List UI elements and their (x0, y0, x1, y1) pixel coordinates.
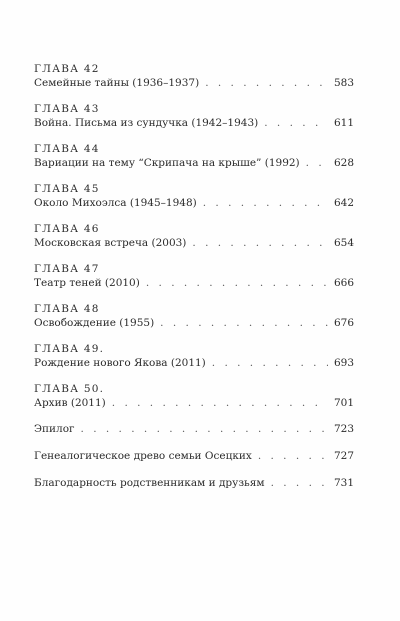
table-of-contents (34, 62, 354, 503)
page-number: 611 (334, 117, 355, 129)
toc-row[interactable] (34, 316, 354, 330)
dot-leader (203, 196, 328, 210)
dot-leader (81, 422, 328, 436)
toc-entry-chapter-49 (34, 342, 354, 370)
toc-row-family-tree[interactable] (34, 449, 354, 463)
page-number: 701 (334, 397, 355, 409)
dot-leader (212, 356, 328, 370)
chapter-label: ГЛАВА 44 (34, 143, 100, 155)
toc-row[interactable] (34, 76, 354, 90)
chapter-title: Театр теней (2010) (34, 277, 140, 289)
section-title: Эпилог (34, 423, 75, 435)
page-number: 666 (334, 277, 355, 289)
chapter-label: ГЛАВА 48 (34, 303, 100, 315)
chapter-title: Московская встреча (2003) (34, 237, 187, 249)
page-number: 642 (334, 197, 355, 209)
page-number: 723 (334, 423, 355, 435)
dot-leader (264, 116, 328, 130)
toc-entry-chapter-50 (34, 382, 354, 410)
dot-leader (192, 236, 328, 250)
chapter-title: Война. Письма из сундучка (1942–1943) (34, 117, 259, 129)
toc-row-acknowledgements[interactable] (34, 476, 354, 490)
toc-row[interactable] (34, 276, 354, 290)
chapter-label: ГЛАВА 47 (34, 263, 100, 275)
chapter-label: ГЛАВА 50. (34, 383, 105, 395)
chapter-title: Освобождение (1955) (34, 317, 155, 329)
toc-entry-chapter-48 (34, 302, 354, 330)
toc-row[interactable] (34, 396, 354, 410)
chapter-title: Семейные тайны (1936–1937) (34, 77, 200, 89)
dot-leader (112, 396, 328, 410)
dot-leader (271, 476, 328, 490)
dot-leader (258, 449, 328, 463)
chapter-label: ГЛАВА 45 (34, 183, 100, 195)
page-number: 676 (334, 317, 355, 329)
toc-row[interactable] (34, 236, 354, 250)
chapter-label: ГЛАВА 42 (34, 63, 100, 75)
page-number: 727 (334, 450, 355, 462)
chapter-title: Рождение нового Якова (2011) (34, 357, 206, 369)
chapter-title: Вариации на тему “Скрипача на крыше” (1992) (34, 157, 300, 169)
page-number: 654 (334, 237, 355, 249)
toc-entry-chapter-45 (34, 182, 354, 210)
chapter-title: Архив (2011) (34, 397, 106, 409)
chapter-title: Около Михоэлса (1945–1948) (34, 197, 197, 209)
page-number: 693 (334, 357, 355, 369)
section-title: Благодарность родственникам и друзьям (34, 477, 265, 489)
chapter-label: ГЛАВА 46 (34, 223, 100, 235)
section-title: Генеалогическое древо семьи Осецких (34, 450, 252, 462)
chapter-label: ГЛАВА 43 (34, 103, 100, 115)
toc-row[interactable] (34, 196, 354, 210)
dot-leader (160, 316, 328, 330)
dot-leader (205, 76, 328, 90)
toc-entry-chapter-43 (34, 102, 354, 130)
page-number: 628 (334, 157, 355, 169)
dot-leader (306, 156, 328, 170)
toc-entry-chapter-44 (34, 142, 354, 170)
dot-leader (146, 276, 328, 290)
toc-row-epilogue[interactable] (34, 422, 354, 436)
toc-entry-chapter-47 (34, 262, 354, 290)
toc-entry-chapter-46 (34, 222, 354, 250)
toc-row[interactable] (34, 156, 354, 170)
toc-entry-chapter-42 (34, 62, 354, 90)
chapter-label: ГЛАВА 49. (34, 343, 105, 355)
toc-row[interactable] (34, 356, 354, 370)
page-number: 731 (334, 477, 355, 489)
page-number: 583 (334, 77, 355, 89)
toc-row[interactable] (34, 116, 354, 130)
